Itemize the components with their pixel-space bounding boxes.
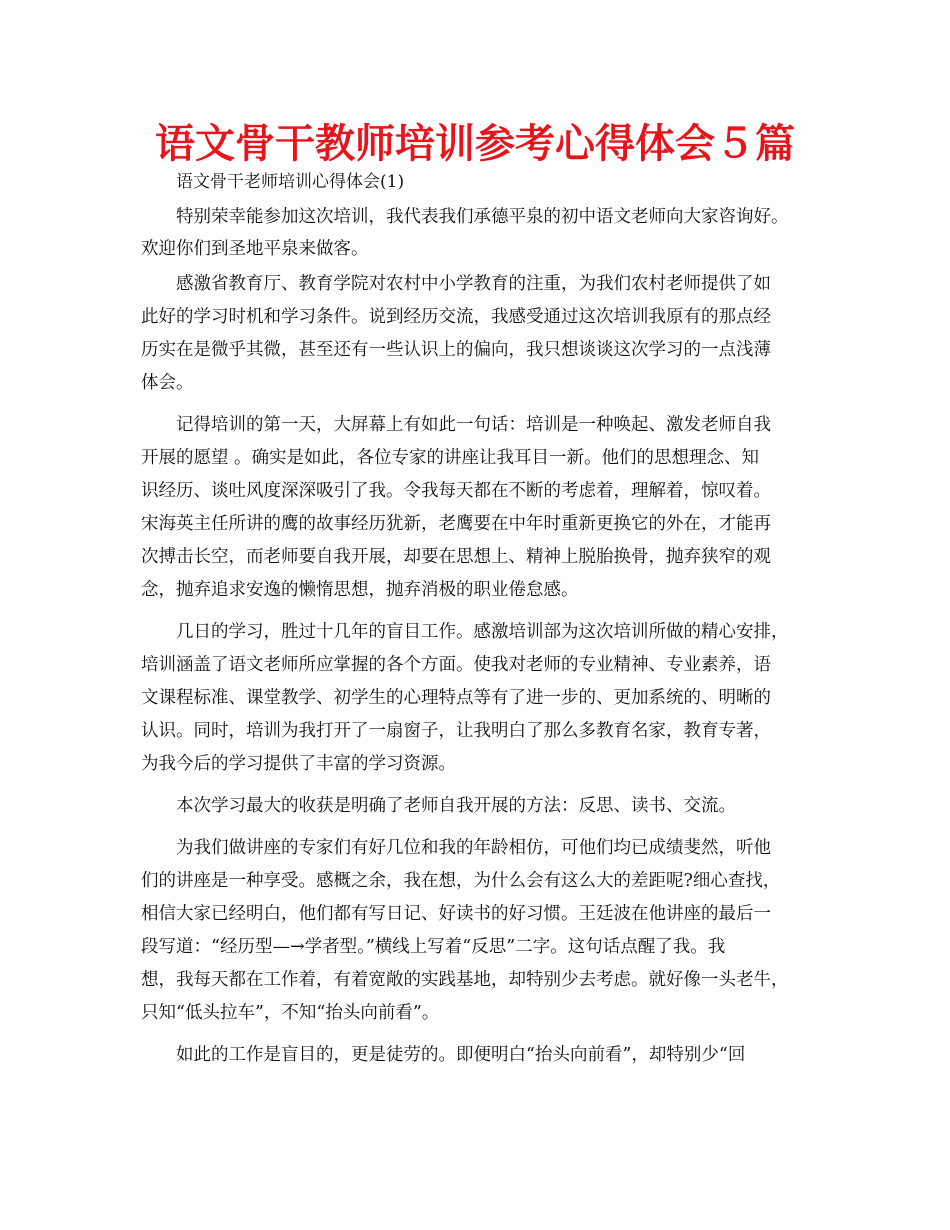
- text-line: 欢迎你们到圣地平泉来做客。: [141, 239, 369, 259]
- text-line: 认识。同时，培训为我打开了一扇窗子，让我明白了那么多教育名家，教育专著，: [141, 721, 771, 741]
- text-line: 开展的愿望 。确实是如此，各位专家的讲座让我耳目一新。他们的思想理念、知: [141, 448, 760, 468]
- text-line: 感激省教育厅、教育学院对农村中小学教育的注重，为我们农村老师提供了如: [176, 274, 771, 294]
- text-line: 只知“低头拉车”，不知“抬头向前看”。: [141, 1003, 440, 1023]
- text-line: 宋海英主任所讲的鹰的故事经历犹新，老鹰要在中年时重新更换它的外在，才能再: [141, 514, 771, 534]
- text-line: 为我今后的学习提供了丰富的学习资源。: [141, 754, 456, 774]
- text-line: 次搏击长空，而老师要自我开展，却要在思想上、精神上脱胎换骨，抛弃狭窄的观: [141, 547, 771, 567]
- text-line: 文课程标准、课堂教学、初学生的心理特点等有了进一步的、更加系统的、明晰的: [141, 688, 771, 708]
- text-line: 培训涵盖了语文老师所应掌握的各个方面。使我对老师的专业精神、专业素养，语: [141, 655, 771, 675]
- text-line: 如此的工作是盲目的，更是徒劳的。即便明白“抬头向前看”，却特别少“回: [176, 1045, 746, 1065]
- document-subtitle: 语文骨干老师培训心得体会(1): [176, 172, 405, 192]
- text-line: 们的讲座是一种享受。感概之余，我在想，为什么会有这么大的差距呢?细心查找，: [141, 871, 781, 891]
- text-line: 段写道：“经历型—→学者型。”横线上写着“反思”二字。这句话点醒了我。我: [141, 937, 726, 957]
- text-line: 历实在是微乎其微，甚至还有一些认识上的偏向，我只想谈谈这次学习的一点浅薄: [141, 340, 771, 360]
- text-line: 识经历、谈吐风度深深吸引了我。令我每天都在不断的考虑着，理解着，惊叹着。: [141, 481, 771, 501]
- text-line: 念，抛弃追求安逸的懒惰思想，抛弃消极的职业倦怠感。: [141, 580, 579, 600]
- text-line: 几日的学习，胜过十几年的盲目工作。感激培训部为这次培训所做的精心安排，: [176, 622, 789, 642]
- text-line: 此好的学习时机和学习条件。说到经历交流，我感受通过这次培训我原有的那点经: [141, 307, 771, 327]
- text-line: 记得培训的第一天，大屏幕上有如此一句话：培训是一种唤起、激发老师自我: [176, 415, 771, 435]
- text-line: 体会。: [141, 373, 194, 393]
- document-title: 语文骨干教师培训参考心得体会５篇: [155, 121, 795, 167]
- text-line: 特别荣幸能参加这次培训，我代表我们承德平泉的初中语文老师向大家咨询好。: [176, 207, 789, 227]
- text-line: 相信大家已经明白，他们都有写日记、好读书的好习惯。王廷波在他讲座的最后一: [141, 904, 771, 924]
- text-line: 本次学习最大的收获是明确了老师自我开展的方法：反思、读书、交流。: [176, 796, 736, 816]
- text-line: 为我们做讲座的专家们有好几位和我的年龄相仿，可他们均已成绩斐然，听他: [176, 838, 771, 858]
- text-line: 想，我每天都在工作着，有着宽敞的实践基地，却特别少去考虑。就好像一头老牛，: [141, 970, 789, 990]
